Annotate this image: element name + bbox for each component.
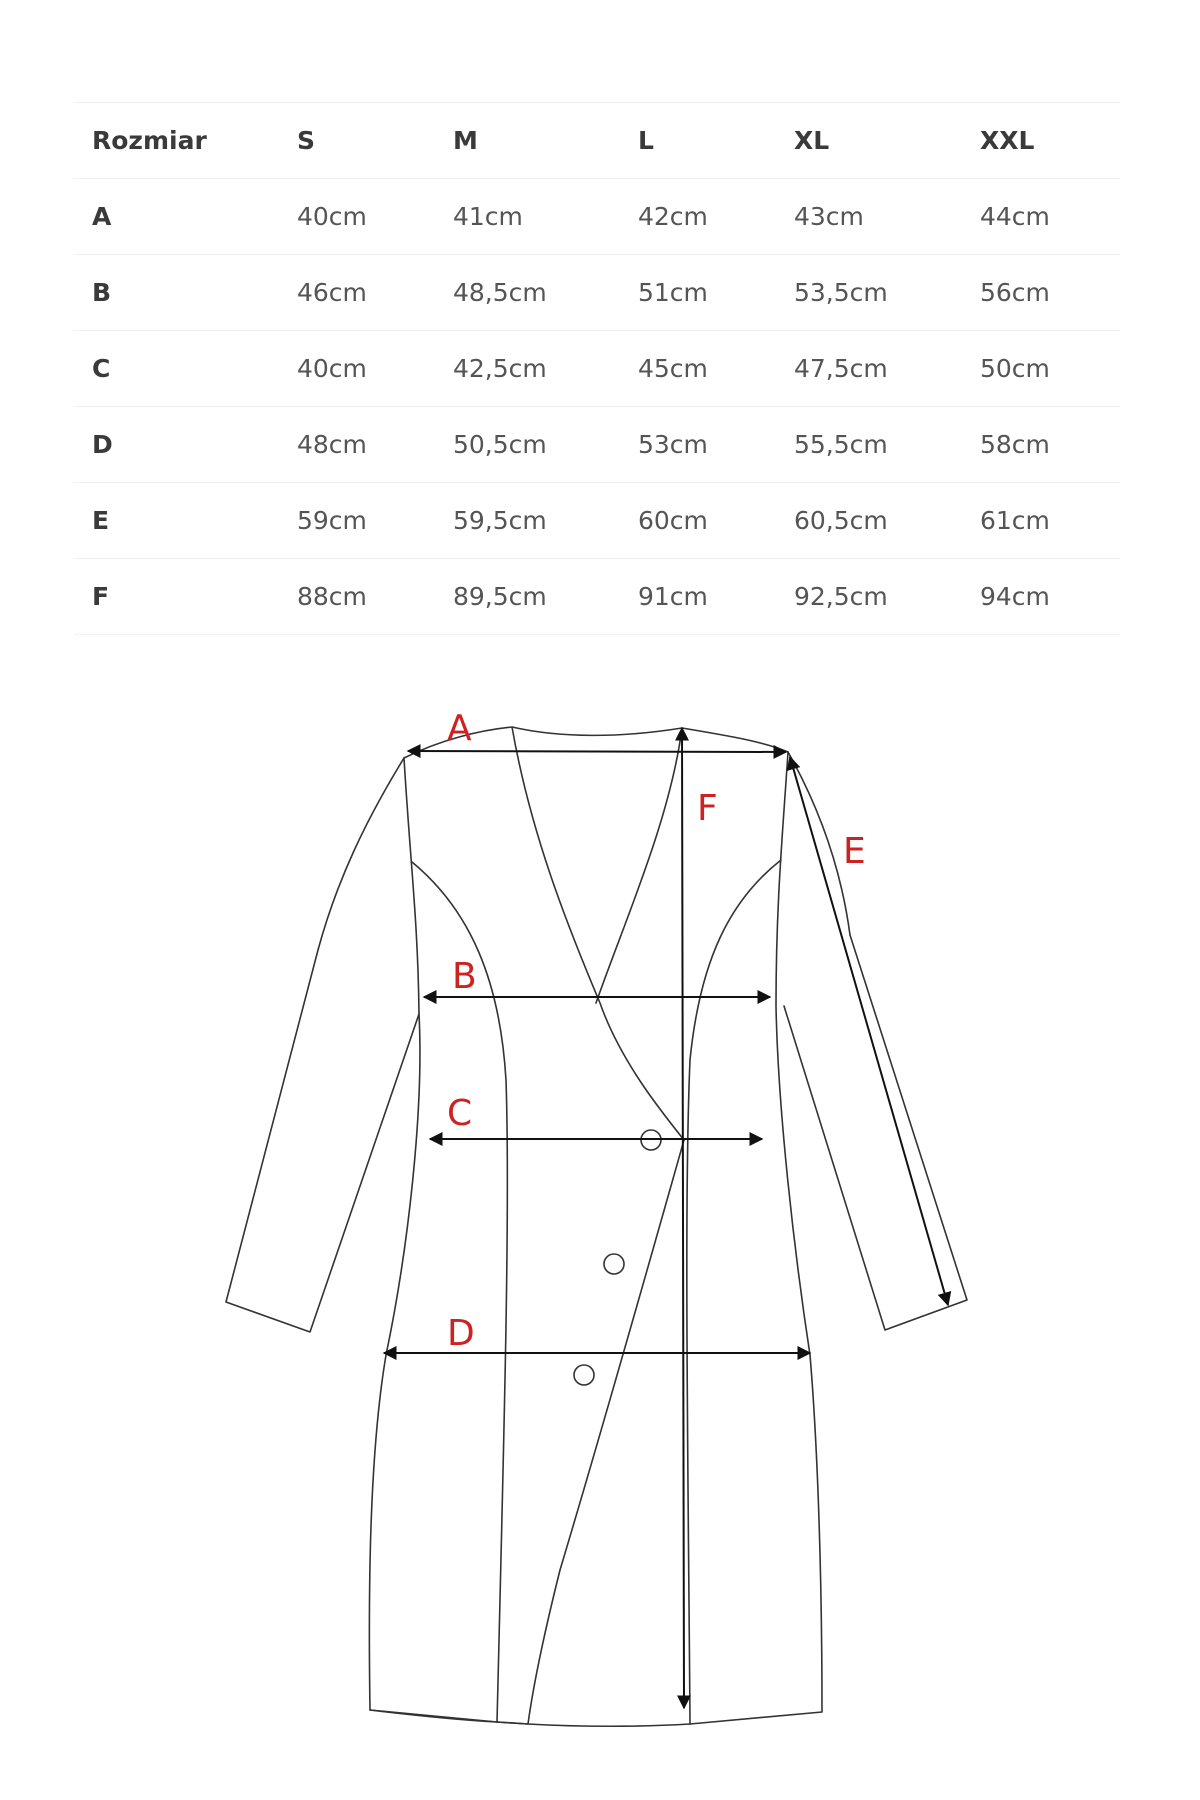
table-cell: 44cm <box>962 179 1120 255</box>
header-cell-s: S <box>279 103 435 179</box>
table-cell: 61cm <box>962 483 1120 559</box>
measurement-label-c: C <box>447 1093 473 1134</box>
table-cell: 42,5cm <box>435 331 620 407</box>
coat-button-2 <box>604 1254 624 1274</box>
table-cell: 50cm <box>962 331 1120 407</box>
table-cell: 46cm <box>279 255 435 331</box>
measurement-arrow-e <box>790 757 948 1305</box>
table-cell: 89,5cm <box>435 559 620 635</box>
right-lapel-outline <box>596 728 682 1003</box>
header-cell-l: L <box>620 103 776 179</box>
right-sleeve-outline <box>784 752 967 1330</box>
table-cell: 48,5cm <box>435 255 620 331</box>
measurement-label-f: F <box>697 788 718 829</box>
table-cell: 55,5cm <box>776 407 962 483</box>
front-overlap-edge <box>497 1140 684 1724</box>
header-cell-size: Rozmiar <box>74 103 279 179</box>
table-cell: 56cm <box>962 255 1120 331</box>
row-label: F <box>74 559 279 635</box>
row-label: D <box>74 407 279 483</box>
table-cell: 47,5cm <box>776 331 962 407</box>
table-cell: 53cm <box>620 407 776 483</box>
left-lapel-outline <box>512 727 684 1140</box>
row-label: A <box>74 179 279 255</box>
row-label: C <box>74 331 279 407</box>
table-cell: 43cm <box>776 179 962 255</box>
coat-button-3 <box>574 1365 594 1385</box>
left-sleeve-outline <box>226 758 419 1332</box>
row-label: B <box>74 255 279 331</box>
table-cell: 40cm <box>279 179 435 255</box>
table-cell: 59,5cm <box>435 483 620 559</box>
table-cell: 88cm <box>279 559 435 635</box>
table-cell: 41cm <box>435 179 620 255</box>
table-cell: 42cm <box>620 179 776 255</box>
table-cell: 60,5cm <box>776 483 962 559</box>
measurement-label-d: D <box>447 1313 475 1354</box>
measurement-arrow-f <box>682 728 684 1708</box>
coat-outline <box>226 727 967 1726</box>
table-cell: 59cm <box>279 483 435 559</box>
measurement-label-e: E <box>843 831 866 872</box>
table-cell: 60cm <box>620 483 776 559</box>
measurement-label-b: B <box>452 956 477 997</box>
left-body-outline <box>369 758 497 1722</box>
table-cell: 91cm <box>620 559 776 635</box>
row-label: E <box>74 483 279 559</box>
measurement-arrows <box>384 728 948 1708</box>
header-cell-xl: XL <box>776 103 962 179</box>
table-cell: 53,5cm <box>776 255 962 331</box>
measurement-label-a: A <box>447 708 472 749</box>
table-cell: 58cm <box>962 407 1120 483</box>
table-cell: 51cm <box>620 255 776 331</box>
right-body-outline <box>690 752 822 1724</box>
header-cell-m: M <box>435 103 620 179</box>
measurement-arrow-a <box>408 751 786 752</box>
table-cell: 40cm <box>279 331 435 407</box>
header-cell-xxl: XXL <box>962 103 1120 179</box>
table-cell: 45cm <box>620 331 776 407</box>
right-panel-seam <box>687 860 781 1724</box>
table-cell: 92,5cm <box>776 559 962 635</box>
table-cell: 50,5cm <box>435 407 620 483</box>
table-cell: 48cm <box>279 407 435 483</box>
table-cell: 94cm <box>962 559 1120 635</box>
